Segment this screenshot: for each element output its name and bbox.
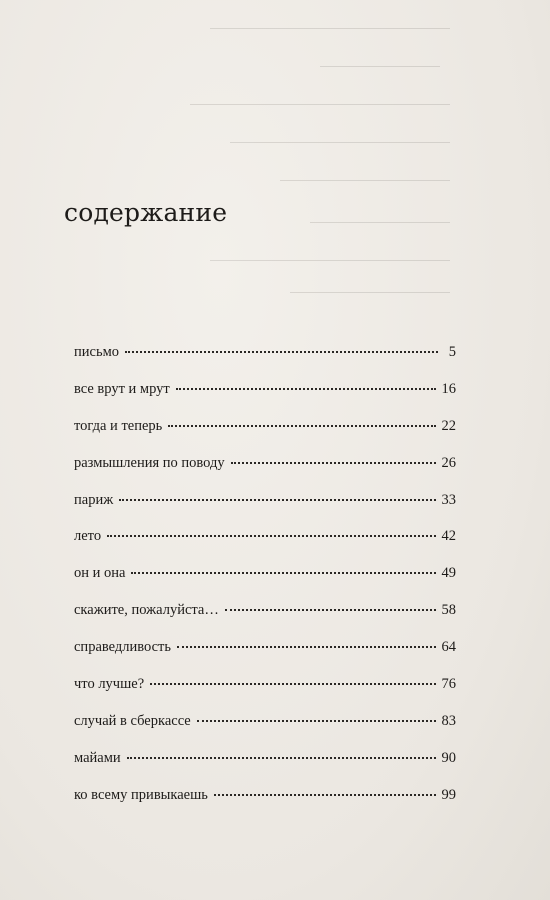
toc-entry bbox=[74, 713, 456, 750]
toc-entry-page: 90 bbox=[441, 749, 456, 766]
toc-entry-page: 64 bbox=[441, 639, 456, 656]
toc-entry-page: 42 bbox=[441, 528, 456, 545]
dot-leader bbox=[150, 683, 435, 685]
toc-entry bbox=[74, 639, 456, 676]
toc-entry bbox=[74, 565, 456, 602]
toc-title: содержание bbox=[64, 198, 228, 227]
toc-entry-page: 26 bbox=[441, 454, 456, 471]
toc-entry-label: письмо bbox=[74, 344, 119, 360]
toc-entry bbox=[74, 676, 456, 713]
dot-leader bbox=[131, 572, 435, 574]
toc-list bbox=[74, 344, 456, 824]
dot-leader bbox=[231, 462, 436, 464]
dot-leader bbox=[197, 720, 436, 722]
toc-entry-page: 99 bbox=[441, 786, 456, 803]
dot-leader bbox=[225, 609, 436, 611]
toc-entry bbox=[74, 418, 456, 455]
toc-entry bbox=[74, 492, 456, 529]
toc-entry-label: случай в сберкассе bbox=[74, 712, 191, 729]
toc-entry-page: 49 bbox=[441, 565, 456, 582]
dot-leader bbox=[125, 351, 438, 353]
show-through-text bbox=[170, 0, 470, 330]
toc-entry-label: все врут и мрут bbox=[74, 380, 170, 397]
dot-leader bbox=[168, 425, 435, 427]
dot-leader bbox=[176, 388, 436, 390]
toc-entry-page: 58 bbox=[441, 602, 456, 619]
toc-entry bbox=[74, 344, 456, 381]
toc-entry-page: 83 bbox=[441, 712, 456, 729]
toc-entry-label: лето bbox=[74, 528, 102, 545]
toc-entry-page: 22 bbox=[441, 417, 456, 434]
toc-entry-label: париж bbox=[74, 491, 114, 508]
toc-entry-label: майами bbox=[74, 749, 121, 766]
toc-entry-page: 76 bbox=[441, 676, 456, 693]
toc-entry-label: что лучше? bbox=[74, 676, 145, 693]
dot-leader bbox=[127, 757, 436, 759]
toc-entry bbox=[74, 787, 456, 824]
toc-entry bbox=[74, 750, 456, 787]
dot-leader bbox=[214, 794, 436, 796]
toc-entry-label: размышления по поводу bbox=[74, 454, 225, 471]
dot-leader bbox=[119, 499, 435, 501]
dot-leader bbox=[177, 646, 435, 648]
toc-entry-label: ко всему привыкаешь bbox=[74, 786, 208, 803]
toc-entry bbox=[74, 381, 456, 418]
toc-entry-page: 33 bbox=[441, 491, 456, 508]
dot-leader bbox=[107, 535, 435, 537]
toc-entry-page: 5 bbox=[448, 344, 456, 360]
toc-entry-label: тогда и теперь bbox=[74, 417, 163, 434]
toc-entry-label: он и она bbox=[74, 565, 126, 582]
toc-entry-page: 16 bbox=[441, 380, 456, 397]
toc-entry-label: справедливость bbox=[74, 639, 172, 656]
toc-entry bbox=[74, 455, 456, 492]
toc-entry bbox=[74, 602, 456, 639]
toc-entry bbox=[74, 528, 456, 565]
toc-entry-label: скажите, пожалуйста… bbox=[74, 602, 219, 619]
